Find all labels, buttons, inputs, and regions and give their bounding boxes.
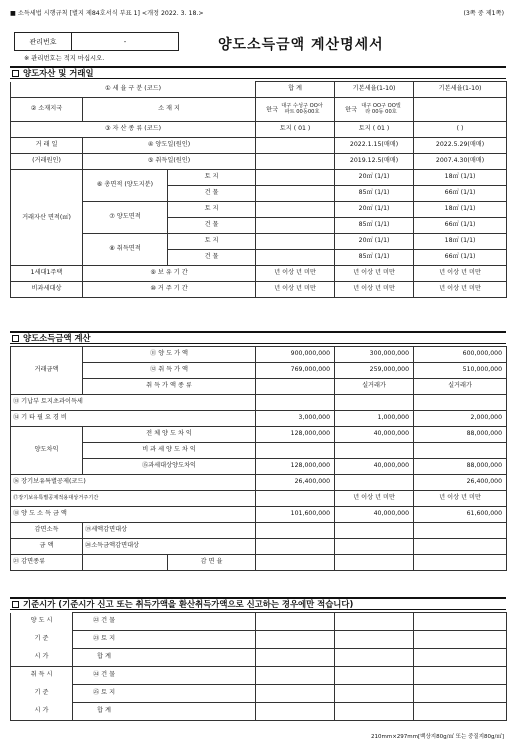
table-row: [11, 347, 507, 363]
table-row: [11, 202, 507, 218]
reduction-rate-total[interactable]: [256, 555, 335, 571]
page-count: (3쪽 중 제1쪽): [463, 10, 504, 17]
table-row: [11, 427, 507, 443]
land-label: 토 지: [168, 234, 256, 250]
paper-spec-footer: 210mm×297mm[백상지80g/㎡ 또는 중질지80g/㎡]: [370, 734, 504, 740]
buy-land-1[interactable]: [335, 685, 414, 703]
location-2[interactable]: 한국 대구 OO구 OO빌라 00동 00호: [335, 98, 414, 122]
transfer-date-label: ④ 양도일(원인): [83, 138, 256, 154]
sell-sum-label: 합 계: [73, 649, 256, 667]
reduction-amount-label: 금 액: [11, 539, 83, 555]
area-value[interactable]: 66㎡ (1/1): [414, 186, 507, 202]
table-row: [11, 507, 507, 523]
area-value[interactable]: 66㎡ (1/1): [414, 250, 507, 266]
table-row: [11, 475, 507, 491]
period-value[interactable]: 년 이상 년 미만: [256, 282, 335, 298]
land-tax-1[interactable]: [335, 395, 414, 411]
tax-rate-1[interactable]: 기본세율(1-10): [335, 82, 414, 98]
area-value[interactable]: 20㎡ (1/1): [335, 170, 414, 186]
period-value[interactable]: 년 이상 년 미만: [335, 282, 414, 298]
table-row: [11, 703, 507, 721]
country-label: ② 소재지국: [11, 98, 83, 122]
acquisition-price-total[interactable]: 769,000,000: [256, 363, 335, 379]
table-row: [11, 613, 507, 631]
income-amount-label: ⑱ 양 도 소 득 금 액: [11, 507, 256, 523]
income-reduction-2[interactable]: [414, 539, 507, 555]
long-term-deduction-total[interactable]: 26,400,000: [256, 475, 335, 491]
taxable-gain-1[interactable]: 40,000,000: [335, 459, 414, 475]
income-amount-2[interactable]: 61,600,000: [414, 507, 507, 523]
income-amount-1[interactable]: 40,000,000: [335, 507, 414, 523]
tax-rate-2[interactable]: 기본세율(1-10): [414, 82, 507, 98]
total-gain-total[interactable]: 128,000,000: [256, 427, 335, 443]
taxable-gain-2[interactable]: 88,000,000: [414, 459, 507, 475]
sell-sum-total[interactable]: [256, 649, 335, 667]
period-value[interactable]: 년 이상 년 미만: [335, 491, 414, 507]
asset-type-2[interactable]: 토지 ( 01 ): [335, 122, 414, 138]
period-value[interactable]: 년 이상 년 미만: [414, 282, 507, 298]
total-cell: [256, 154, 335, 170]
sell-building-label: ㉒ 건 물: [73, 613, 256, 631]
period-value[interactable]: 년 이상 년 미만: [256, 266, 335, 282]
table-row: [11, 98, 507, 122]
taxable-gain-total[interactable]: 128,000,000: [256, 459, 335, 475]
expense-total[interactable]: 3,000,000: [256, 411, 335, 427]
tax-reduction-target-label: ⑲세액감면대상: [83, 523, 256, 539]
building-label: 건 물: [168, 218, 256, 234]
buy-sum-label: 합 계: [73, 703, 256, 721]
total-area-label: ⑥ 총면적 (양도지분): [83, 170, 168, 202]
acquisition-price-1[interactable]: 259,000,000: [335, 363, 414, 379]
single-house-label: 1세대1주택: [11, 266, 83, 282]
sell-land-label: ㉓ 토 지: [73, 631, 256, 649]
buy-sum-2[interactable]: [414, 703, 507, 721]
sell-building-total[interactable]: [256, 613, 335, 631]
period-value[interactable]: 년 이상 년 미만: [414, 491, 507, 507]
table-row: [11, 539, 507, 555]
total-header: 합 계: [256, 82, 335, 98]
table-row: [11, 363, 507, 379]
reduction-rate-1[interactable]: [335, 555, 414, 571]
total-cell: [256, 186, 335, 202]
location-label: 소 재 지: [83, 98, 256, 122]
deduction-residence-label: ⑰장기보유특별공제적용대상거주기간: [11, 491, 256, 507]
table-row: [11, 170, 507, 186]
income-reduction-total[interactable]: [256, 539, 335, 555]
period-value[interactable]: 년 이상 년 미만: [414, 266, 507, 282]
table-row: [11, 649, 507, 667]
trade-date-label: 거 래 일: [11, 138, 83, 154]
tax-reduction-2[interactable]: [414, 523, 507, 539]
asset-type-3[interactable]: ( ): [414, 122, 507, 138]
sell-land-total[interactable]: [256, 631, 335, 649]
table-row: [11, 523, 507, 539]
acquisition-price-2[interactable]: 510,000,000: [414, 363, 507, 379]
sell-label-2: 기 준: [11, 631, 73, 649]
total-cell: [256, 202, 335, 218]
buy-sum-total[interactable]: [256, 703, 335, 721]
expense-1[interactable]: 1,000,000: [335, 411, 414, 427]
buy-building-2[interactable]: [414, 667, 507, 685]
total-cell: [256, 491, 335, 507]
land-tax-label: ⑬ 기납부 토지초과이득세: [11, 395, 256, 411]
total-cell: [256, 138, 335, 154]
section-income-heading: 양도소득금액 계산: [10, 331, 506, 344]
checkbox-square-icon: [12, 601, 19, 608]
table-row: [11, 266, 507, 282]
table-row: [11, 395, 507, 411]
gain-label: 양도차익: [11, 427, 83, 475]
standard-price-table: [10, 612, 507, 721]
sale-price-label: ⑪ 양 도 가 액: [83, 347, 256, 363]
table-row: [11, 459, 507, 475]
management-number-box: [14, 32, 179, 51]
area-value[interactable]: 18㎡ (1/1): [414, 170, 507, 186]
exempt-gain-2[interactable]: [414, 443, 507, 459]
reduction-type-label: ㉑ 감면종류: [11, 555, 83, 571]
holding-period-label: ⑨ 보 유 기 간: [83, 266, 256, 282]
total-cell: [256, 379, 335, 395]
long-term-deduction-label: ⑯ 장기보유특별공제(코드): [11, 475, 256, 491]
sale-price-2[interactable]: 600,000,000: [414, 347, 507, 363]
buy-label-2: 기 준: [11, 685, 73, 703]
table-row: [11, 411, 507, 427]
tax-rate-label: ① 세 율 구 분 (코드): [11, 82, 256, 98]
reduction-rate-2[interactable]: [414, 555, 507, 571]
buy-label-3: 시 가: [11, 703, 73, 721]
sale-price-total[interactable]: 900,000,000: [256, 347, 335, 363]
form-reference: ■ 소득세법 시행규칙 [별지 제84호서식 부표 1] <개정 2022. 3. 18.>: [10, 10, 204, 17]
period-value[interactable]: 년 이상 년 미만: [335, 266, 414, 282]
area-value[interactable]: 20㎡ (1/1): [335, 202, 414, 218]
building-label: 건 물: [168, 186, 256, 202]
income-reduction-target-label: ⑳소득금액감면대상: [83, 539, 256, 555]
asset-table: [10, 81, 507, 298]
income-table: [10, 346, 507, 571]
sell-land-1[interactable]: [335, 631, 414, 649]
buy-land-total[interactable]: [256, 685, 335, 703]
section-asset-heading: 양도자산 및 거래일: [10, 66, 506, 79]
sell-building-1[interactable]: [335, 613, 414, 631]
acquisition-date-2[interactable]: 2007.4.30(매매): [414, 154, 507, 170]
total-cell: [256, 250, 335, 266]
tax-exempt-label: 비과세대상: [11, 282, 83, 298]
exempt-gain-label: 비 과 세 양 도 차 익: [83, 443, 256, 459]
exempt-gain-total[interactable]: [256, 443, 335, 459]
total-gain-1[interactable]: 40,000,000: [335, 427, 414, 443]
total-gain-2[interactable]: 88,000,000: [414, 427, 507, 443]
acquisition-date-1[interactable]: 2019.12.5(매매): [335, 154, 414, 170]
management-number-label: 관리번호: [15, 33, 72, 50]
table-row: [11, 379, 507, 395]
income-reduction-1[interactable]: [335, 539, 414, 555]
sell-sum-2[interactable]: [414, 649, 507, 667]
sell-land-2[interactable]: [414, 631, 507, 649]
table-row: [11, 82, 507, 98]
total-cell: [256, 218, 335, 234]
buy-land-2[interactable]: [414, 685, 507, 703]
land-label: 토 지: [168, 202, 256, 218]
asset-type-label: ③ 자 산 종 류 (코드): [11, 122, 256, 138]
acquisition-date-label: ⑤ 취득일(원인): [83, 154, 256, 170]
reduction-rate-label: 감 면 율: [168, 555, 256, 571]
tax-reduction-total[interactable]: [256, 523, 335, 539]
management-note: ※ 관리번호는 적지 마십시오.: [24, 55, 105, 62]
page-title: 양도소득금액 계산명세서: [218, 37, 384, 53]
sell-sum-1[interactable]: [335, 649, 414, 667]
total-gain-label: 전 체 양 도 차 익: [83, 427, 256, 443]
acquisition-price-label: ⑫ 취 득 가 액: [83, 363, 256, 379]
location-3[interactable]: [414, 98, 507, 122]
table-row: [11, 138, 507, 154]
transfer-date-2[interactable]: 2022.5.29(매매): [414, 138, 507, 154]
price-type-1[interactable]: 실거래가: [335, 379, 414, 395]
total-cell: [256, 170, 335, 186]
buy-label-1: 취 득 시: [11, 667, 73, 685]
price-type-2[interactable]: 실거래가: [414, 379, 507, 395]
trade-cause-label: (거래원인): [11, 154, 83, 170]
checkbox-square-icon: [12, 70, 19, 77]
buy-sum-1[interactable]: [335, 703, 414, 721]
expense-label: ⑭ 기 타 필 요 경 비: [11, 411, 256, 427]
location-1[interactable]: 한국 대구 수성구 OO아파트 00동00호: [256, 98, 335, 122]
taxable-gain-label: ⑮과세대상양도차익: [83, 459, 256, 475]
residence-period-label: ⑩ 거 주 기 간: [83, 282, 256, 298]
section-standard-price-heading: 기준시가 (기준시가 신고 또는 취득가액을 환산취득가액으로 신고하는 경우에만 적습니다): [10, 597, 506, 610]
tax-reduction-1[interactable]: [335, 523, 414, 539]
total-cell: [256, 234, 335, 250]
land-label: 토 지: [168, 170, 256, 186]
area-value[interactable]: 18㎡ (1/1): [414, 202, 507, 218]
land-tax-2[interactable]: [414, 395, 507, 411]
long-term-deduction-2[interactable]: 26,400,000: [414, 475, 507, 491]
table-row: [11, 122, 507, 138]
sell-label-1: 양 도 시: [11, 613, 73, 631]
buy-building-total[interactable]: [256, 667, 335, 685]
reduction-type-value[interactable]: [83, 555, 168, 571]
table-row: [11, 282, 507, 298]
sale-price-1[interactable]: 300,000,000: [335, 347, 414, 363]
table-row: [11, 667, 507, 685]
transfer-area-label: ⑦ 양도면적: [83, 202, 168, 234]
management-number-value[interactable]: -: [123, 37, 127, 46]
sell-label-3: 시 가: [11, 649, 73, 667]
table-row: [11, 234, 507, 250]
area-value[interactable]: 85㎡ (1/1): [335, 186, 414, 202]
building-label: 건 물: [168, 250, 256, 266]
table-row: [11, 631, 507, 649]
table-row: [11, 154, 507, 170]
buy-building-label: ㉔ 건 물: [73, 667, 256, 685]
area-value[interactable]: 85㎡ (1/1): [335, 250, 414, 266]
reduction-income-label: 감면소득: [11, 523, 83, 539]
land-tax-total[interactable]: [256, 395, 335, 411]
income-amount-total[interactable]: 101,600,000: [256, 507, 335, 523]
acquisition-area-label: ⑧ 취득면적: [83, 234, 168, 266]
transfer-date-1[interactable]: 2022.1.15(매매): [335, 138, 414, 154]
area-value[interactable]: 85㎡ (1/1): [335, 218, 414, 234]
area-value[interactable]: 66㎡ (1/1): [414, 218, 507, 234]
table-row: [11, 685, 507, 703]
expense-2[interactable]: 2,000,000: [414, 411, 507, 427]
area-label: 거래자산 면적(㎡): [11, 170, 83, 266]
asset-type-1[interactable]: 토지 ( 01 ): [256, 122, 335, 138]
area-value[interactable]: 20㎡ (1/1): [335, 234, 414, 250]
sell-building-2[interactable]: [414, 613, 507, 631]
checkbox-square-icon: [12, 335, 19, 342]
exempt-gain-1[interactable]: [335, 443, 414, 459]
table-row: [11, 443, 507, 459]
amount-label: 거래금액: [11, 347, 83, 395]
long-term-deduction-1[interactable]: [335, 475, 414, 491]
buy-land-label: ㉕ 토 지: [73, 685, 256, 703]
table-row: [11, 555, 507, 571]
price-type-label: 취 득 가 액 종 류: [83, 379, 256, 395]
table-row: [11, 491, 507, 507]
area-value[interactable]: 18㎡ (1/1): [414, 234, 507, 250]
buy-building-1[interactable]: [335, 667, 414, 685]
